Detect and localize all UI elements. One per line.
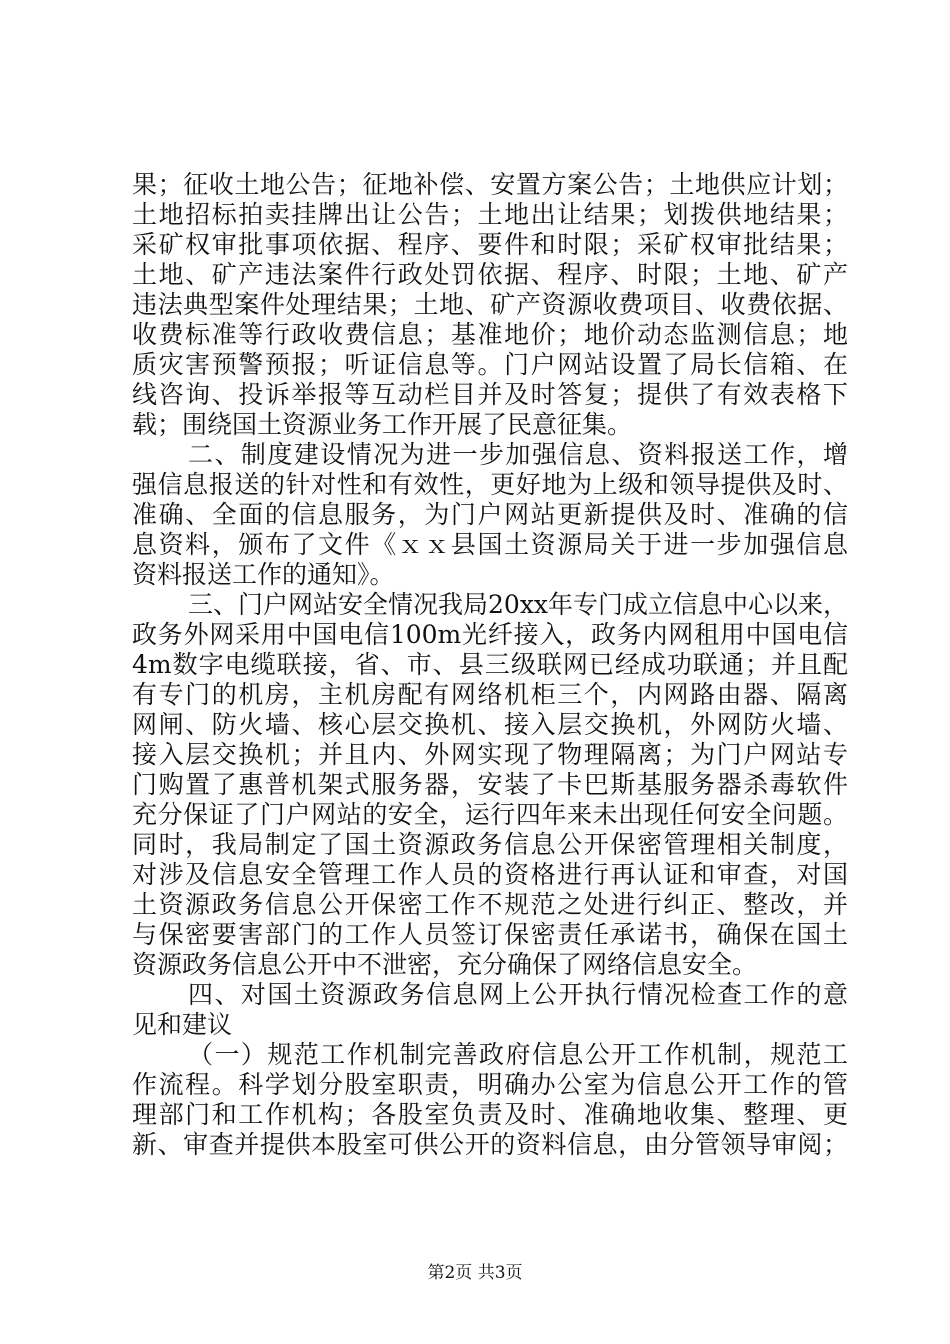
text-line: 资料报送工作的通知》。 bbox=[132, 560, 395, 589]
document-body bbox=[132, 170, 848, 1160]
text-line: 收费标准等行政收费信息；基准地价；地价动态监测信息；地 bbox=[132, 320, 848, 349]
text-line: 果；征收土地公告；征地补偿、安置方案公告；土地供应计划； bbox=[132, 170, 848, 199]
text-line: 资源政务信息公开中不泄密，充分确保了网络信息安全。 bbox=[132, 950, 758, 979]
text-line: 政务外网采用中国电信100m光纤接入，政务内网租用中国电信 bbox=[132, 620, 848, 649]
text-line: 理部门和工作机构；各股室负责及时、准确地收集、整理、更 bbox=[132, 1100, 848, 1129]
text-line: 采矿权审批事项依据、程序、要件和时限；采矿权审批结果； bbox=[132, 230, 848, 259]
text-line: 对涉及信息安全管理工作人员的资格进行再认证和审查，对国 bbox=[132, 860, 848, 889]
text-line: 土地招标拍卖挂牌出让公告；土地出让结果；划拨供地结果； bbox=[132, 200, 848, 229]
page-footer bbox=[0, 1258, 950, 1283]
text-line: 同时，我局制定了国土资源政务信息公开保密管理相关制度， bbox=[132, 830, 848, 859]
text-line: 载；围绕国土资源业务工作开展了民意征集。 bbox=[132, 410, 633, 439]
text-line: 新、审查并提供本股室可供公开的资料信息，由分管领导审阅； bbox=[132, 1130, 848, 1159]
text-line: 见和建议 bbox=[132, 1010, 233, 1039]
text-line: 质灾害预警预报；听证信息等。门户网站设置了局长信箱、在 bbox=[132, 350, 848, 379]
paragraph-heading-line: 二、制度建设情况为进一步加强信息、资料报送工作，增 bbox=[188, 440, 848, 469]
text-line: 准确、全面的信息服务，为门户网站更新提供及时、准确的信 bbox=[132, 500, 848, 529]
text-line: 充分保证了门户网站的安全，运行四年来未出现任何安全问题。 bbox=[132, 800, 848, 829]
text-line: 息资料，颁布了文件《ｘｘ县国土资源局关于进一步加强信息 bbox=[132, 530, 848, 559]
text-line: 有专门的机房，主机房配有网络机柜三个，内网路由器、隔离 bbox=[132, 680, 848, 709]
text-line: 土地、矿产违法案件行政处罚依据、程序、时限；土地、矿产 bbox=[132, 260, 848, 289]
text-line: 土资源政务信息公开保密工作不规范之处进行纠正、整改，并 bbox=[132, 890, 848, 919]
text-line: 违法典型案件处理结果；土地、矿产资源收费项目、收费依据、 bbox=[132, 290, 848, 319]
text-line: 4m数字电缆联接，省、市、县三级联网已经成功联通；并且配 bbox=[132, 650, 848, 679]
text-line: 接入层交换机；并且内、外网实现了物理隔离；为门户网站专 bbox=[132, 740, 848, 769]
text-line: 与保密要害部门的工作人员签订保密责任承诺书，确保在国土 bbox=[132, 920, 848, 949]
text-line: 网闸、防火墙、核心层交换机、接入层交换机，外网防火墙、 bbox=[132, 710, 848, 739]
text-line: 强信息报送的针对性和有效性，更好地为上级和领导提供及时、 bbox=[132, 470, 848, 499]
text-line: 门购置了惠普机架式服务器，安装了卡巴斯基服务器杀毒软件 bbox=[132, 770, 848, 799]
paragraph-heading-line: （一）规范工作机制完善政府信息公开工作机制，规范工 bbox=[188, 1040, 848, 1069]
text-line: 作流程。科学划分股室职责，明确办公室为信息公开工作的管 bbox=[132, 1070, 848, 1099]
page-number: 第2页 共3页 bbox=[427, 1263, 523, 1283]
paragraph-heading-line: 三、门户网站安全情况我局20xx年专门成立信息中心以来， bbox=[188, 590, 849, 619]
text-line: 线咨询、投诉举报等互动栏目并及时答复；提供了有效表格下 bbox=[132, 380, 848, 409]
paragraph-heading-line: 四、对国土资源政务信息网上公开执行情况检查工作的意 bbox=[188, 980, 848, 1009]
